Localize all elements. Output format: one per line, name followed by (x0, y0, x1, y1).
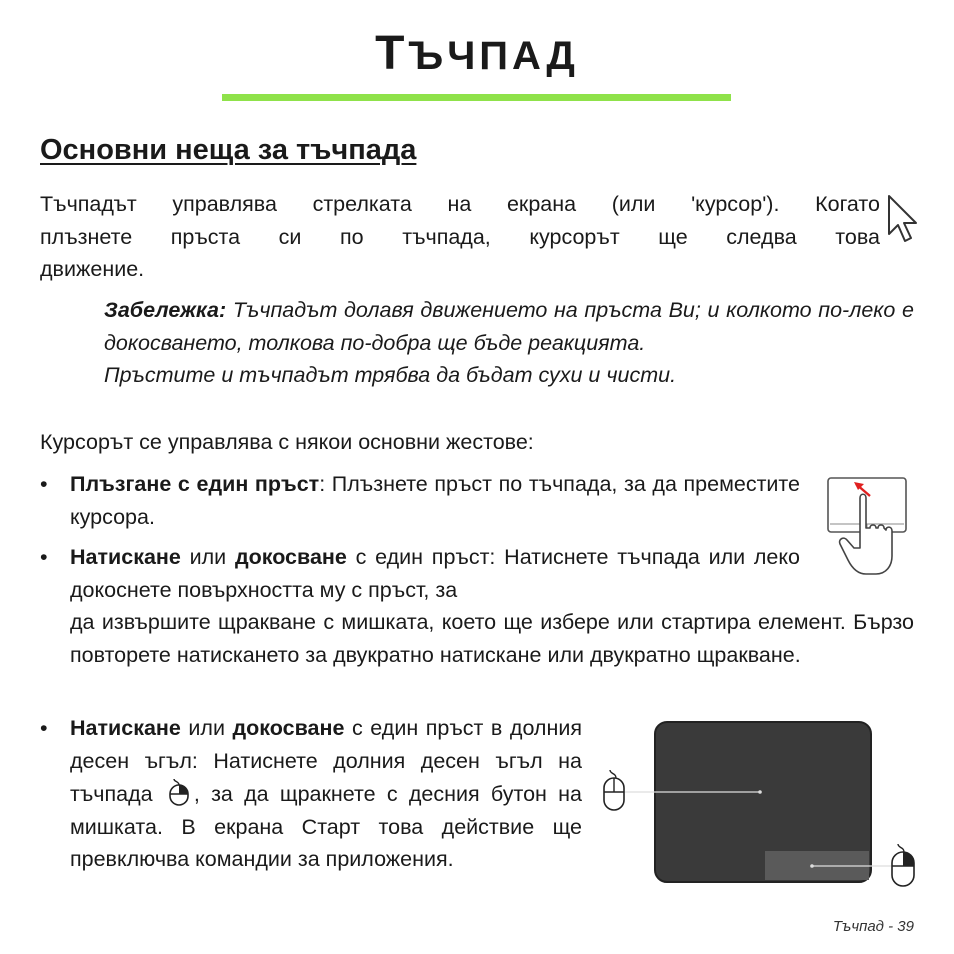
title-rest: ЪЧПАД (408, 34, 579, 78)
intro-line-2: плъзнете пръста си по тъчпада, курсорът ще следва това (40, 224, 880, 249)
bullet-dot: • (40, 472, 48, 496)
bullet-tap-bold-1: Натискане (70, 545, 181, 569)
bullet-corner-text-b: , за да щракнете с десния бутон на мишката. В екрана Старт това действие ще превключва командии за приложения. (70, 782, 582, 871)
bullet-corner-or: или (180, 716, 233, 740)
note-block (104, 294, 914, 392)
bullet-tap-part-1 (70, 541, 800, 606)
page-footer: Тъчпад - 39 (832, 918, 914, 935)
bullet-swipe-text: : Плъзнете пръст по тъчпада, за да преместите курсора. (70, 472, 800, 529)
note-label: Забележка: (104, 298, 227, 322)
mouse-right-click-icon (168, 777, 190, 807)
mouse-right-click-icon (892, 844, 914, 886)
bullet-dot: • (40, 545, 48, 569)
bullet-corner-bold-1: Натискане (70, 716, 181, 740)
page-title (0, 26, 954, 81)
intro-line-1: Тъчпадът управлява стрелката на екрана (или 'курсор'). Когато (40, 192, 880, 216)
note-paragraph (104, 294, 914, 359)
mouse-icon (604, 770, 624, 810)
note-line-2: Пръстите и тъчпадът трябва да бъдат сухи и чисти. (104, 363, 677, 387)
title-initial: Т (375, 27, 409, 80)
bullet-tap-bold-2: докосване (234, 545, 347, 569)
bullet-corner (70, 712, 582, 876)
bullet-swipe (70, 468, 800, 533)
bullet-swipe-bold: Плъзгане с един пръст (70, 472, 320, 496)
bullet-corner-text-a: с един пръст в долния десен ъгъл: Натиснете долния десен ъгъл на тъчпада (70, 716, 583, 806)
bullet-tap-part-2: да извършите щракване с мишката, което ще избере или стартира елемент. Бързо повторете натискането за двукратно натискане или двукратно щракване. (70, 610, 914, 667)
intro-paragraph (40, 188, 880, 286)
note-text: Тъчпадът долавя движението на пръста Ви; и колкото по-леко е докосването, толкова по-добра ще бъде реакцията. (104, 298, 914, 355)
bullet-tap-text-a: с един пръст: Натиснете тъчпада или леко докоснете повърхността му с пръст, за (70, 545, 800, 602)
cursor-arrow-icon (886, 194, 918, 244)
section-title: Основни неща за тъчпада (40, 134, 417, 166)
bullet-corner-bold-2: докосване (232, 716, 345, 740)
intro-line-3: движение. (40, 257, 145, 281)
gestures-lead: Курсорът се управлява с някои основни жестове: (40, 430, 534, 454)
bullet-dot: • (40, 716, 48, 740)
touchpad-illustration (600, 716, 920, 896)
bullet-tap-or: или (180, 545, 235, 569)
hand-swipe-icon (826, 476, 910, 578)
title-underline-bar (222, 94, 731, 101)
